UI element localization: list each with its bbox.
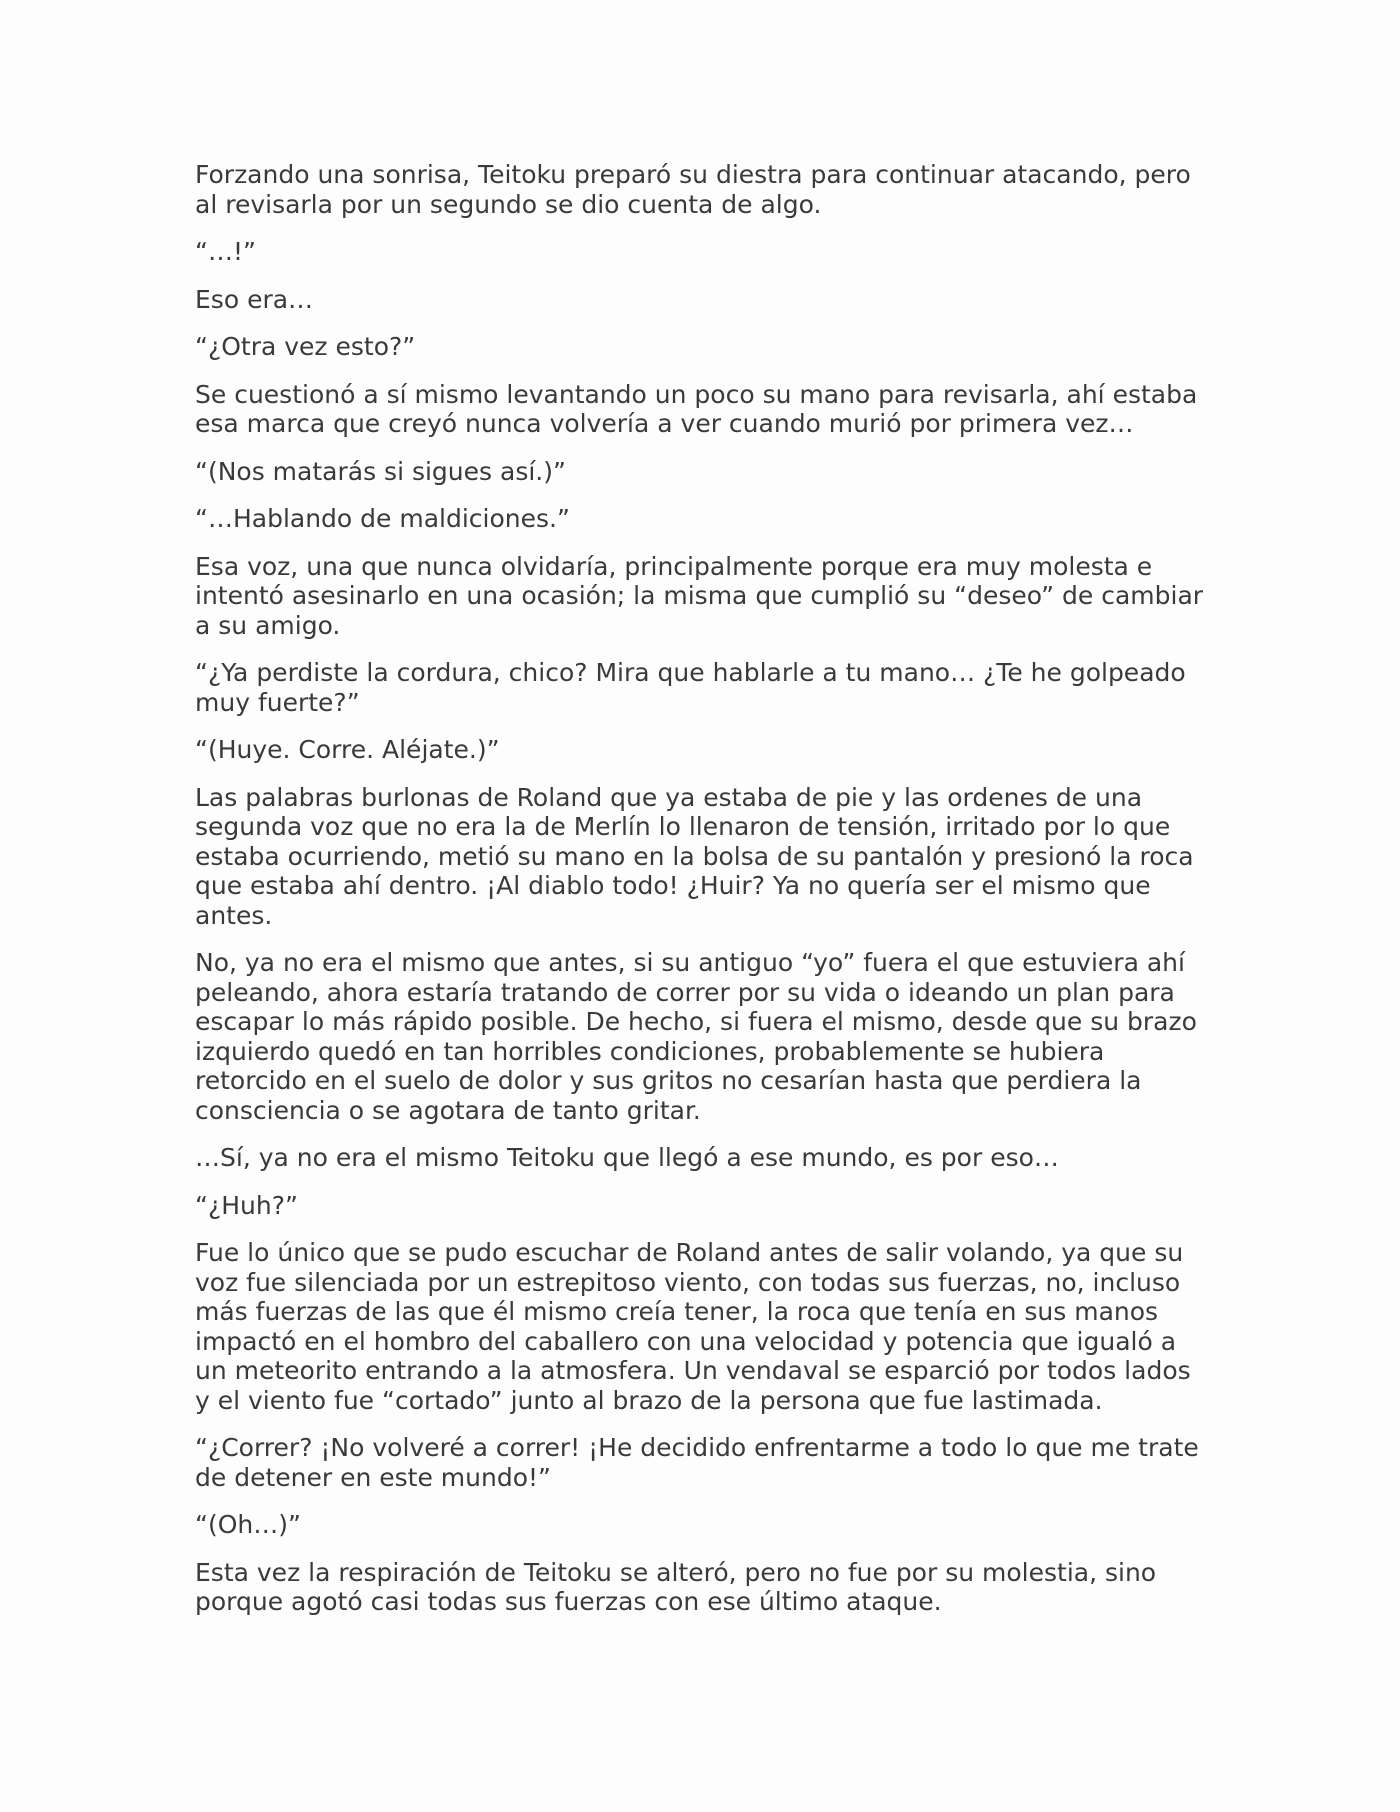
- paragraph: “¿Otra vez esto?”: [195, 332, 416, 361]
- paragraph: “¿Huh?”: [195, 1190, 298, 1220]
- paragraph: Esa voz, una que nunca olvidaría, principalmente porque era muy molesta e intentó asesinarlo en una ocasión; la misma que cumplió su “deseo” de cambiar a su amigo.: [195, 551, 1204, 640]
- paragraph: …Sí, ya no era el mismo Teitoku que llegó a ese mundo, es por eso…: [195, 1143, 1059, 1172]
- paragraph: “¿Correr? ¡No volveré a correr! ¡He decidido enfrentarme a todo lo que me trate de detener en este mundo!”: [195, 1433, 1199, 1492]
- paragraph: “¿Ya perdiste la cordura, chico? Mira que hablarle a tu mano… ¿Te he golpeado muy fuerte?”: [195, 658, 1186, 717]
- paragraph: Esta vez la respiración de Teitoku se alteró, pero no fue por su molestia, sino porque agotó casi todas sus fuerzas con ese último ataque.: [195, 1557, 1157, 1616]
- paragraph: Se cuestionó a sí mismo levantando un poco su mano para revisarla, ahí estaba esa marca que creyó nunca volvería a ver cuando murió por primera vez…: [195, 379, 1198, 438]
- paragraph: “(Nos matarás si sigues así.)”: [195, 456, 566, 486]
- paragraph: Eso era…: [195, 284, 314, 314]
- paragraph: Las palabras burlonas de Roland que ya estaba de pie y las ordenes de una segunda voz que no era la de Merlín lo llenaron de tensión, irritado por lo que estaba ocurriendo, metió su mano en la bolsa de su pantalón y presionó la roca que estaba ahí dentro. ¡Al diablo todo! ¿Huir? Ya no quería ser el mismo que antes.: [195, 782, 1194, 930]
- paragraph: “…Hablando de maldiciones.”: [195, 504, 570, 533]
- document-page: [195, 160, 1210, 1635]
- paragraph: “(Oh…)”: [195, 1510, 301, 1539]
- paragraph: No, ya no era el mismo que antes, si su antiguo “yo” fuera el que estuviera ahí peleando, ahora estaría tratando de correr por su vida o ideando un plan para escapar lo más rápido posible. De hecho, si fuera el mismo, desde que su brazo izquierdo quedó en tan horribles condiciones, probablemente se hubiera retorcido en el suelo de dolor y sus gritos no cesarían hasta que perdiera la consciencia o se agotara de tanto gritar.: [195, 948, 1197, 1125]
- paragraph: “(Huye. Corre. Aléjate.)”: [195, 735, 500, 764]
- paragraph: “…!”: [195, 237, 256, 266]
- paragraph: Forzando una sonrisa, Teitoku preparó su diestra para continuar atacando, pero al revisarla por un segundo se dio cuenta de algo.: [195, 160, 1191, 219]
- paragraph: Fue lo único que se pudo escuchar de Roland antes de salir volando, ya que su voz fue silenciada por un estrepitoso viento, con todas sus fuerzas, no, incluso más fuerzas de las que él mismo creía tener, la roca que tenía en sus manos impactó en el hombro del caballero con una velocidad y potencia que igualó a un meteorito entrando a la atmosfera. Un vendaval se esparció por todos lados y el viento fue “cortado” junto al brazo de la persona que fue lastimada.: [195, 1238, 1191, 1415]
